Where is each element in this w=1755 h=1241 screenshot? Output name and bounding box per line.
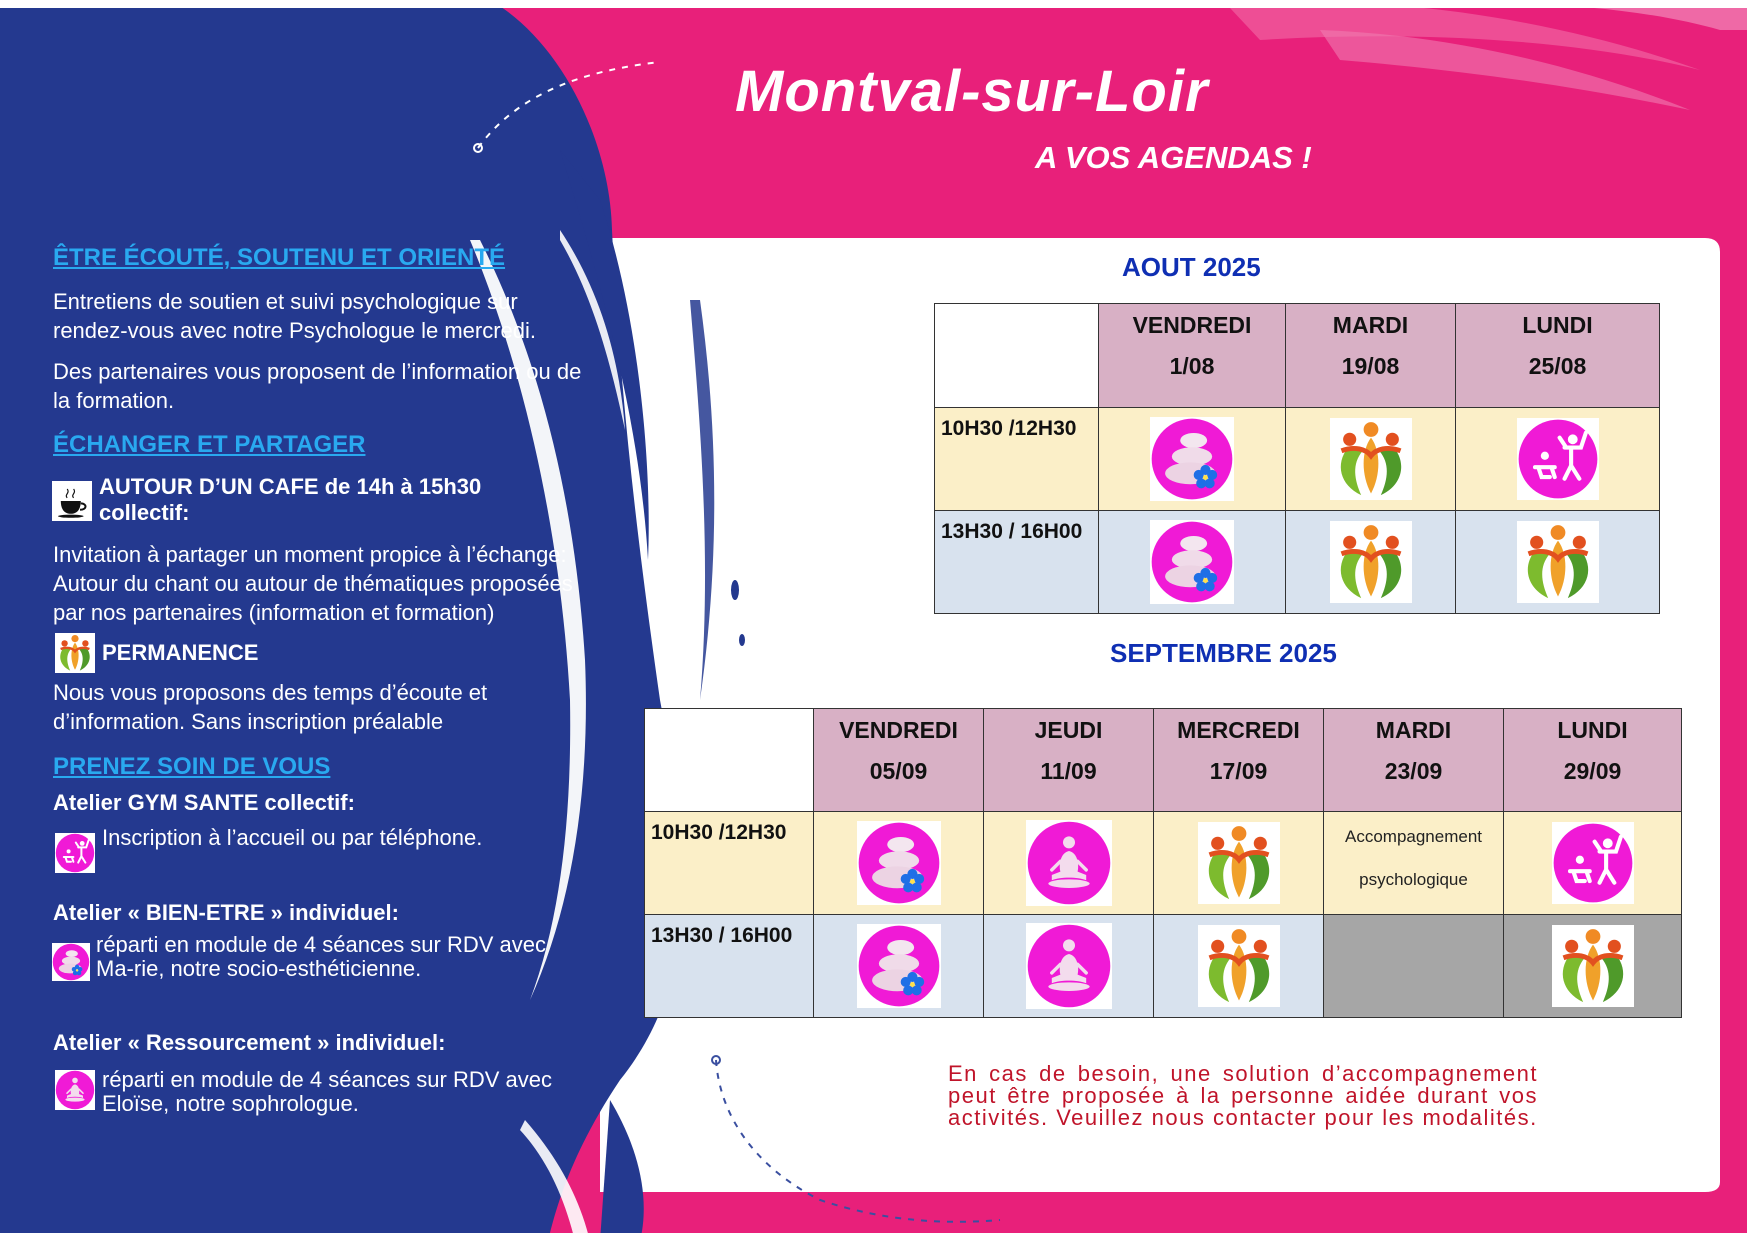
day-header [1154,709,1324,812]
calendar-cell-accompagnement [1324,812,1504,915]
corner-cell [645,709,814,812]
calendar-row-morning [935,408,1660,511]
day-date: 23/09 [1384,758,1443,784]
bien-etre-icon [52,943,90,981]
permanence-icon [1517,521,1599,603]
calendar-cell-empty [1324,915,1504,1018]
section-heading-echanger: ÉCHANGER ET PARTAGER [53,431,366,458]
bien-etre-icon [1150,417,1234,501]
day-header [1286,304,1456,408]
gym-description: Inscription à l’accueil ou par téléphone. [102,825,483,850]
day-name: JEUDI [1034,717,1103,743]
permanence-icon [1330,418,1412,500]
cafe-title: AUTOUR D’UN CAFE de 14h à 15h30 collectif: [99,474,482,525]
day-name: MERCREDI [1177,717,1300,743]
cafe-description: Invitation à partager un moment propice à l’échange: Autour du chant ou autour de thématiques proposées par nos partenaires (information et formation) [53,542,573,625]
calendar-cell [1504,812,1682,915]
day-header [814,709,984,812]
support-note: En cas de besoin, une solution d’accompagnement peut être proposée à la personne aidée durant vos activités. Veuillez nous contacter pour les modalités. [948,1061,1538,1130]
gym-title: Atelier GYM SANTE collectif: [53,790,355,815]
page-subtitle: A VOS AGENDAS ! [1035,140,1312,175]
meditation-icon [1026,923,1112,1009]
day-date: 29/09 [1563,758,1622,784]
calendar-cell [984,812,1154,915]
bien-etre-description: réparti en module de 4 séances sur RDV avec Ma-rie, notre socio-esthéticienne. [96,932,547,981]
bien-etre-icon [857,821,941,905]
calendar-cell [984,915,1154,1018]
ressourcement-description: réparti en module de 4 séances sur RDV avec Eloïse, notre sophrologue. [102,1067,553,1116]
calendar-header-row [935,304,1660,408]
calendar-cell [1504,915,1682,1018]
accompagnement-line-2: psychologique [1359,870,1468,889]
calendar-row-morning [645,812,1682,915]
meditation-icon [55,1070,95,1110]
bien-etre-title: Atelier « BIEN-ETRE » individuel: [53,900,399,925]
month-title-aout: AOUT 2025 [1122,252,1261,282]
calendar-aout [934,303,1660,614]
permanence-icon [1330,521,1412,603]
bien-etre-icon [857,924,941,1008]
permanence-icon [1552,925,1634,1007]
calendar-cell [1286,511,1456,614]
time-slot: 10H30 /12H30 [935,408,1099,511]
day-name: VENDREDI [1132,312,1252,338]
page-title: Montval-sur-Loir [735,59,1209,124]
gym-icon [1517,418,1599,500]
permanence-title: PERMANENCE [102,640,259,665]
day-name: MARDI [1332,312,1409,338]
permanence-icon [1198,925,1280,1007]
calendar-cell [814,812,984,915]
day-name: MARDI [1375,717,1452,743]
day-name: LUNDI [1522,312,1593,338]
section-heading-ecoute: ÊTRE ÉCOUTÉ, SOUTENU ET ORIENTÉ [53,244,506,271]
day-date: 11/09 [1040,758,1097,784]
time-slot: 13H30 / 16H00 [645,915,814,1018]
section-heading-soin: PRENEZ SOIN DE VOUS [53,753,331,780]
day-header [984,709,1154,812]
ecoute-paragraph-1: Entretiens de soutien et suivi psychologique sur rendez-vous avec notre Psychologue le mercredi. [53,289,537,343]
month-title-septembre: SEPTEMBRE 2025 [1110,638,1337,668]
day-header [1504,709,1682,812]
calendar-cell [1456,511,1660,614]
calendar-cell [1099,511,1286,614]
permanence-description: Nous vous proposons des temps d’écoute et d’information. Sans inscription préalable [53,680,488,734]
permanence-icon [1198,822,1280,904]
day-header [1099,304,1286,408]
bien-etre-icon [1150,520,1234,604]
calendar-cell [814,915,984,1018]
day-name: VENDREDI [839,717,958,743]
day-header [1324,709,1504,812]
calendar-cell [1286,408,1456,511]
calendar-cell [1154,915,1324,1018]
calendar-cell [1154,812,1324,915]
time-slot: 13H30 / 16H00 [935,511,1099,614]
calendar-cell [1456,408,1660,511]
day-header [1456,304,1660,408]
time-slot: 10H30 /12H30 [645,812,814,915]
day-date: 19/08 [1341,353,1400,379]
day-date: 05/09 [869,758,928,784]
gym-icon [1552,822,1634,904]
calendar-row-afternoon [935,511,1660,614]
calendar-cell [1099,408,1286,511]
accompagnement-line-1: Accompagnement [1344,827,1483,846]
calendar-header-row [645,709,1682,812]
gym-icon [55,833,95,873]
corner-cell [935,304,1099,408]
day-date: 1/08 [1169,353,1215,379]
day-name: LUNDI [1557,717,1628,743]
ecoute-paragraph-2: Des partenaires vous proposent de l’information ou de la formation. [53,359,582,413]
day-date: 17/09 [1209,758,1268,784]
calendar-row-afternoon [645,915,1682,1018]
ressourcement-title: Atelier « Ressourcement » individuel: [53,1030,446,1055]
day-date: 25/08 [1528,353,1587,379]
meditation-icon [1026,820,1112,906]
calendar-septembre [644,708,1682,1018]
cafe-icon [52,481,92,521]
permanence-icon [55,633,95,673]
